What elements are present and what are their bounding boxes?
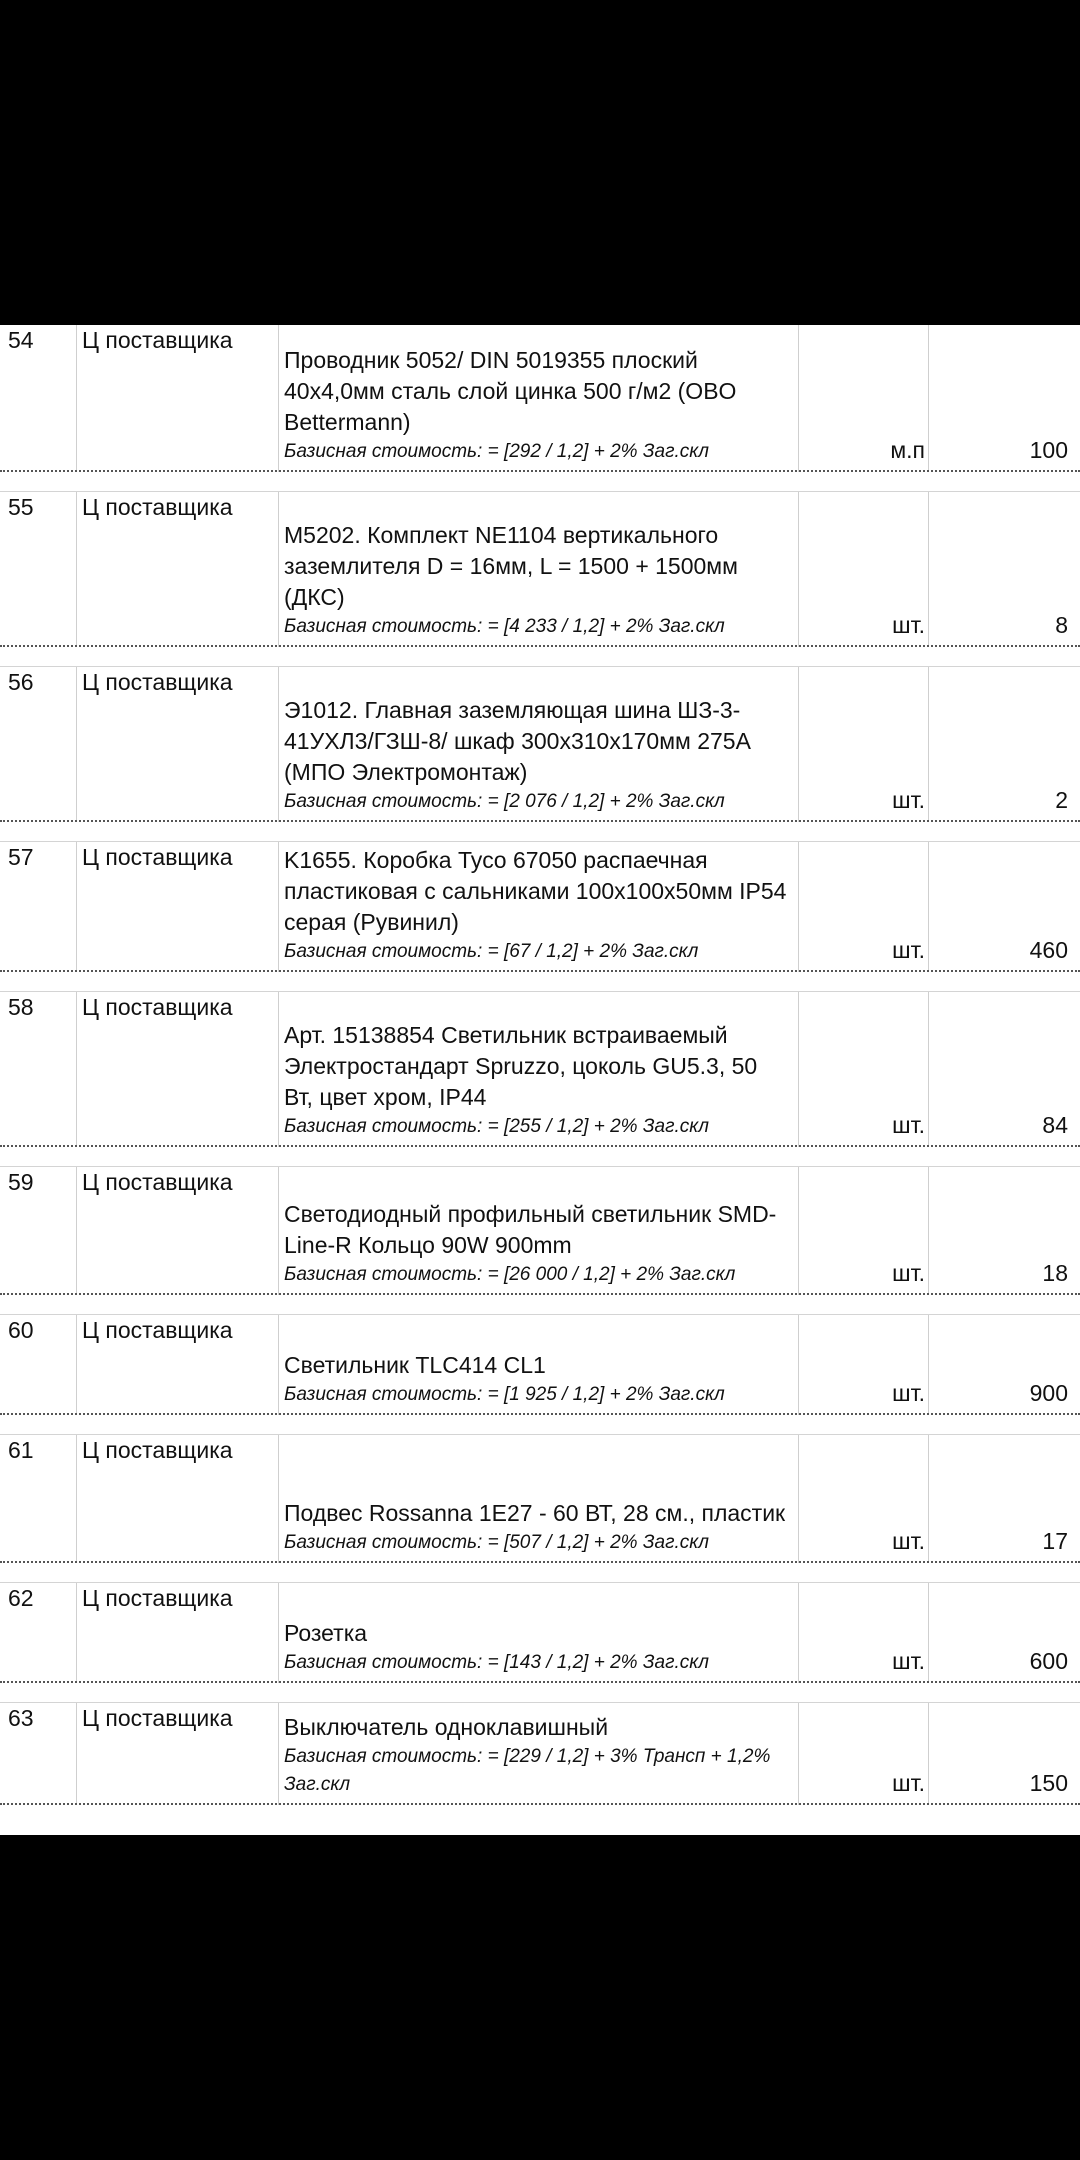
item-description	[284, 1712, 792, 1799]
item-description	[284, 695, 792, 816]
table-row	[0, 667, 1080, 822]
item-description	[284, 1498, 792, 1557]
row-number: 60	[8, 1317, 34, 1343]
item-description	[284, 345, 792, 466]
row-spacer	[0, 647, 1080, 667]
unit: м.п	[890, 437, 925, 463]
row-number: 58	[8, 994, 34, 1020]
item-name: M5202. Комплект NE1104 вертикального заземлителя D = 16мм, L = 1500 + 1500мм (ДКС)	[284, 522, 738, 610]
price-source: Ц поставщика	[82, 1437, 233, 1463]
item-description	[284, 1199, 792, 1289]
table-row	[0, 1167, 1080, 1295]
table-row	[0, 992, 1080, 1147]
item-description	[284, 845, 792, 966]
base-cost-formula: Базисная стоимость: = [143 / 1,2] + 2% Заг.скл	[284, 1652, 709, 1673]
price-source: Ц поставщика	[82, 1169, 233, 1195]
table-row	[0, 1315, 1080, 1415]
row-spacer	[0, 1683, 1080, 1703]
item-name: Светодиодный профильный светильник SMD-Line-R Кольцо 90W 900mm	[284, 1201, 777, 1258]
table-row	[0, 842, 1080, 972]
quantity: 17	[1042, 1528, 1068, 1554]
price-source: Ц поставщика	[82, 1317, 233, 1343]
item-name: Проводник 5052/ DIN 5019355 плоский 40х4,0мм сталь слой цинка 500 г/м2 (OBO Bettermann)	[284, 347, 737, 435]
row-number: 62	[8, 1585, 34, 1611]
item-name: Арт. 15138854 Светильник встраиваемый Электростандарт Spruzzo, цоколь GU5.3, 50 Вт, цвет хром, IP44	[284, 1022, 758, 1110]
table-row	[0, 1703, 1080, 1805]
item-description	[284, 1020, 792, 1141]
price-source: Ц поставщика	[82, 494, 233, 520]
unit: шт.	[892, 937, 925, 963]
price-source: Ц поставщика	[82, 669, 233, 695]
spreadsheet-table	[0, 325, 1080, 1835]
base-cost-formula: Базисная стоимость: = [292 / 1,2] + 2% Заг.скл	[284, 441, 709, 462]
item-name: K1655. Коробка Tyco 67050 распаечная пластиковая с сальниками 100х100х50мм IP54 серая (Рувинил)	[284, 847, 787, 935]
price-source: Ц поставщика	[82, 844, 233, 870]
row-spacer	[0, 1563, 1080, 1583]
price-source: Ц поставщика	[82, 327, 233, 353]
quantity: 2	[1055, 787, 1068, 813]
item-name: Выключатель одноклавишный	[284, 1714, 609, 1740]
base-cost-formula: Базисная стоимость: = [4 233 / 1,2] + 2% Заг.скл	[284, 616, 725, 637]
table-row	[0, 492, 1080, 647]
row-spacer	[0, 1147, 1080, 1167]
item-name: Светильник TLC414 CL1	[284, 1352, 546, 1378]
table-row	[0, 325, 1080, 472]
price-source: Ц поставщика	[82, 1585, 233, 1611]
base-cost-formula: Базисная стоимость: = [26 000 / 1,2] + 2% Заг.скл	[284, 1264, 736, 1285]
quantity: 600	[1029, 1648, 1068, 1674]
row-spacer	[0, 822, 1080, 842]
base-cost-formula: Базисная стоимость: = [229 / 1,2] + 3% Трансп + 1,2% Заг.скл	[284, 1746, 771, 1795]
item-name: Подвес Rossanna 1E27 - 60 ВТ, 28 см., пластик	[284, 1500, 786, 1526]
item-description	[284, 1350, 792, 1409]
item-name: Розетка	[284, 1620, 368, 1646]
unit: шт.	[892, 1112, 925, 1138]
item-description	[284, 520, 792, 641]
quantity: 18	[1042, 1260, 1068, 1286]
base-cost-formula: Базисная стоимость: = [67 / 1,2] + 2% Заг.скл	[284, 941, 699, 962]
price-source: Ц поставщика	[82, 994, 233, 1020]
quantity: 84	[1042, 1112, 1068, 1138]
unit: шт.	[892, 1528, 925, 1554]
base-cost-formula: Базисная стоимость: = [2 076 / 1,2] + 2% Заг.скл	[284, 791, 725, 812]
base-cost-formula: Базисная стоимость: = [255 / 1,2] + 2% Заг.скл	[284, 1116, 709, 1137]
row-spacer	[0, 1415, 1080, 1435]
row-number: 56	[8, 669, 34, 695]
quantity: 150	[1029, 1770, 1068, 1796]
row-number: 54	[8, 327, 34, 353]
table-row	[0, 1435, 1080, 1563]
unit: шт.	[892, 1380, 925, 1406]
row-number: 57	[8, 844, 34, 870]
unit: шт.	[892, 787, 925, 813]
item-description	[284, 1618, 792, 1677]
unit: шт.	[892, 1260, 925, 1286]
row-spacer	[0, 1295, 1080, 1315]
row-spacer	[0, 972, 1080, 992]
price-source: Ц поставщика	[82, 1705, 233, 1731]
quantity: 460	[1029, 937, 1068, 963]
unit: шт.	[892, 1648, 925, 1674]
row-number: 61	[8, 1437, 34, 1463]
table-row	[0, 1583, 1080, 1683]
quantity: 100	[1029, 437, 1068, 463]
row-number: 55	[8, 494, 34, 520]
row-number: 59	[8, 1169, 34, 1195]
unit: шт.	[892, 612, 925, 638]
quantity: 900	[1029, 1380, 1068, 1406]
quantity: 8	[1055, 612, 1068, 638]
row-number: 63	[8, 1705, 34, 1731]
item-name: Э1012. Главная заземляющая шина ШЗ-3-41УХЛ3/ГЗШ-8/ шкаф 300х310х170мм 275А (МПО Электромонтаж)	[284, 697, 751, 785]
unit: шт.	[892, 1770, 925, 1796]
row-spacer	[0, 472, 1080, 492]
base-cost-formula: Базисная стоимость: = [1 925 / 1,2] + 2% Заг.скл	[284, 1384, 725, 1405]
base-cost-formula: Базисная стоимость: = [507 / 1,2] + 2% Заг.скл	[284, 1532, 709, 1553]
